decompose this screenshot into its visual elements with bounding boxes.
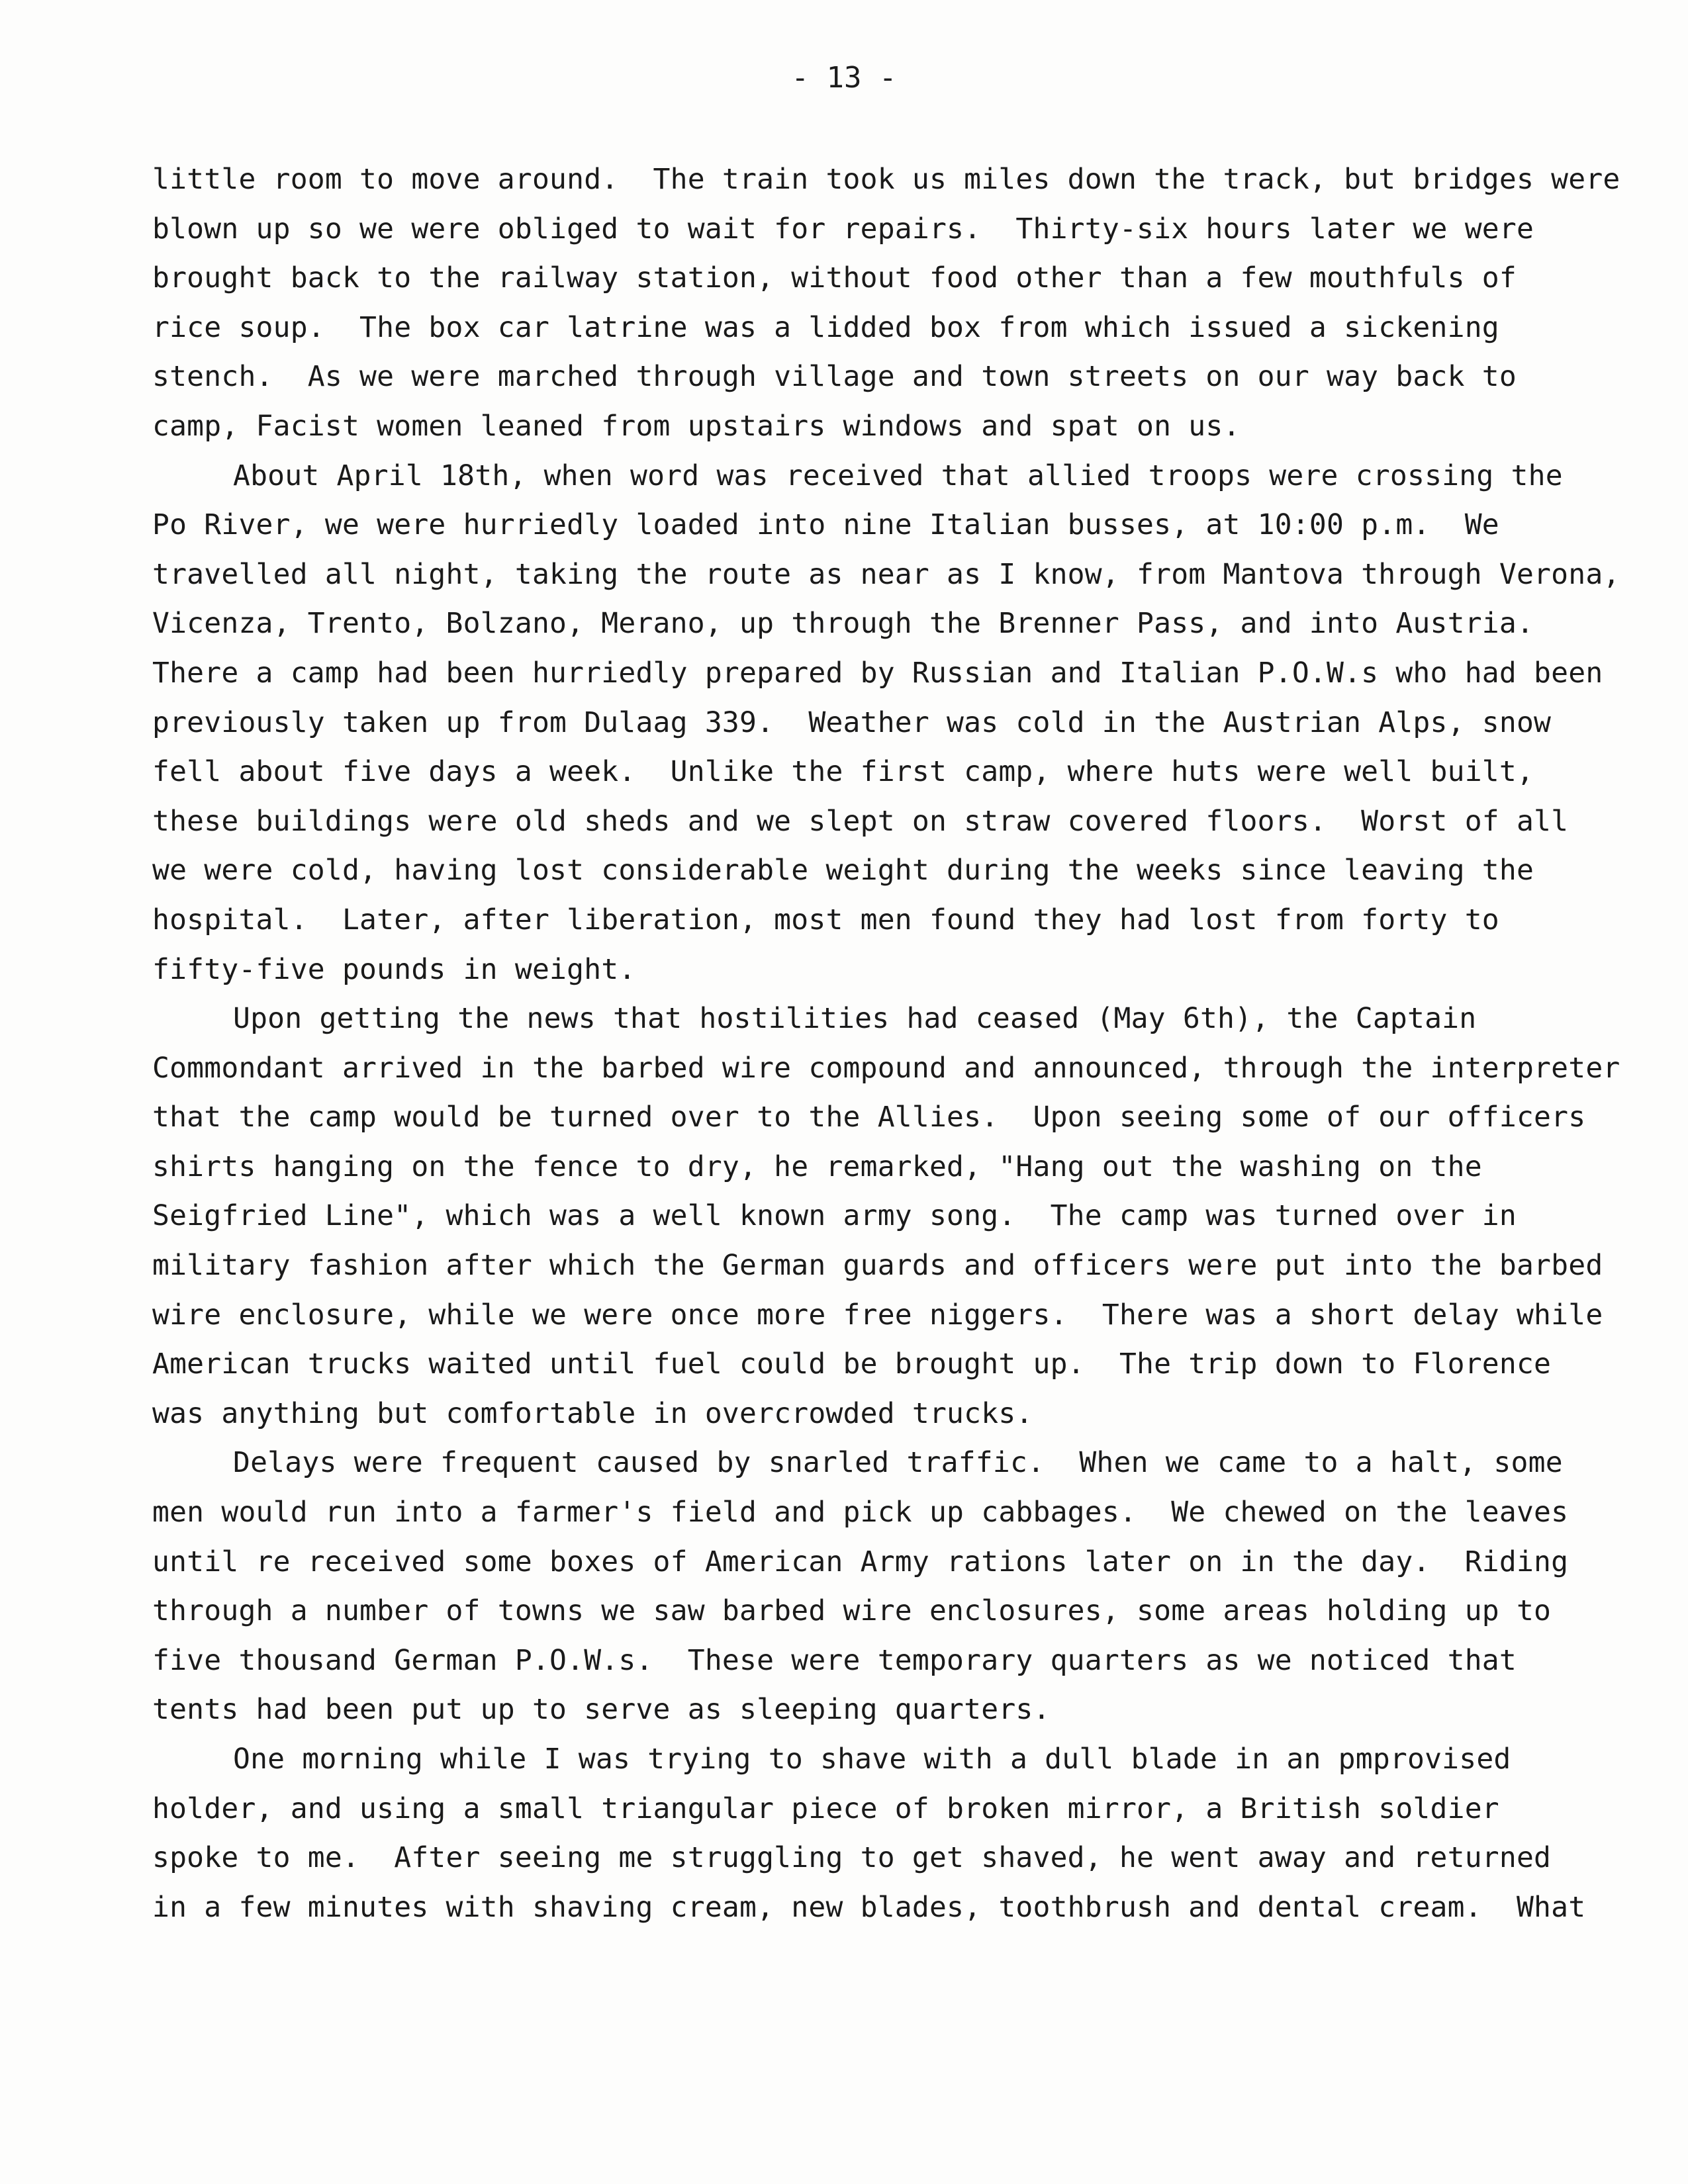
text-line: hospital. Later, after liberation, most men found they had lost from forty to bbox=[152, 903, 1499, 936]
text-line: little room to move around. The train took us miles down the track, but bridges were bbox=[152, 163, 1620, 196]
paragraph-start-line: One morning while I was trying to shave with a dull blade in an pmprovised bbox=[233, 1743, 1511, 1776]
text-line: Commondant arrived in the barbed wire compound and announced, through the interpreter bbox=[152, 1051, 1620, 1085]
text-line: these buildings were old sheds and we slept on straw covered floors. Worst of all bbox=[152, 804, 1569, 838]
text-line: shirts hanging on the fence to dry, he remarked, "Hang out the washing on the bbox=[152, 1150, 1482, 1183]
text-line: brought back to the railway station, without food other than a few mouthfuls of bbox=[152, 261, 1517, 295]
text-line: five thousand German P.O.W.s. These were temporary quarters as we noticed that bbox=[152, 1643, 1517, 1677]
text-line: men would run into a farmer's field and pick up cabbages. We chewed on the leaves bbox=[152, 1496, 1569, 1529]
paragraph-start-line: About April 18th, when word was received that allied troops were crossing the bbox=[233, 459, 1563, 492]
text-line: tents had been put up to serve as sleeping quarters. bbox=[152, 1693, 1051, 1727]
text-line: Vicenza, Trento, Bolzano, Merano, up through the Brenner Pass, and into Austria. bbox=[152, 607, 1534, 641]
text-line: blown up so we were obliged to wait for repairs. Thirty-six hours later we were bbox=[152, 212, 1534, 246]
text-line: There a camp had been hurriedly prepared by Russian and Italian P.O.W.s who had been bbox=[152, 656, 1603, 690]
text-line: spoke to me. After seeing me struggling to get shaved, he went away and returned bbox=[152, 1841, 1552, 1875]
text-line: wire enclosure, while we were once more free niggers. There was a short delay while bbox=[152, 1298, 1603, 1332]
text-line: was anything but comfortable in overcrowded trucks. bbox=[152, 1396, 1033, 1430]
text-line: travelled all night, taking the route as near as I know, from Mantova through Verona, bbox=[152, 557, 1620, 591]
text-line: fell about five days a week. Unlike the first camp, where huts were well built, bbox=[152, 755, 1534, 789]
text-line: previously taken up from Dulaag 339. Weather was cold in the Austrian Alps, snow bbox=[152, 705, 1552, 739]
text-line: stench. As we were marched through village and town streets on our way back to bbox=[152, 360, 1517, 394]
page-number: - 13 - bbox=[791, 61, 897, 95]
text-line: we were cold, having lost considerable weight during the weeks since leaving the bbox=[152, 854, 1534, 887]
text-line: that the camp would be turned over to the Allies. Upon seeing some of our officers bbox=[152, 1101, 1586, 1134]
body-text bbox=[152, 155, 1620, 1932]
text-line: Seigfried Line", which was a well known army song. The camp was turned over in bbox=[152, 1199, 1517, 1233]
text-line: military fashion after which the German guards and officers were put into the barbed bbox=[152, 1249, 1603, 1283]
text-line: camp, Facist women leaned from upstairs windows and spat on us. bbox=[152, 409, 1241, 443]
paragraph-start-line: Delays were frequent caused by snarled traffic. When we came to a halt, some bbox=[233, 1446, 1563, 1480]
text-line: Po River, we were hurriedly loaded into nine Italian busses, at 10:00 p.m. We bbox=[152, 508, 1499, 542]
text-line: rice soup. The box car latrine was a lidded box from which issued a sickening bbox=[152, 310, 1499, 344]
paragraph-start-line: Upon getting the news that hostilities had ceased (May 6th), the Captain bbox=[233, 1002, 1477, 1036]
text-line: in a few minutes with shaving cream, new blades, toothbrush and dental cream. What bbox=[152, 1890, 1586, 1924]
text-line: holder, and using a small triangular piece of broken mirror, a British soldier bbox=[152, 1792, 1499, 1825]
text-line: American trucks waited until fuel could be brought up. The trip down to Florence bbox=[152, 1347, 1552, 1381]
text-line: until re received some boxes of American Army rations later on in the day. Riding bbox=[152, 1545, 1569, 1578]
text-line: fifty-five pounds in weight. bbox=[152, 952, 636, 986]
text-line: through a number of towns we saw barbed wire enclosures, some areas holding up to bbox=[152, 1594, 1552, 1628]
